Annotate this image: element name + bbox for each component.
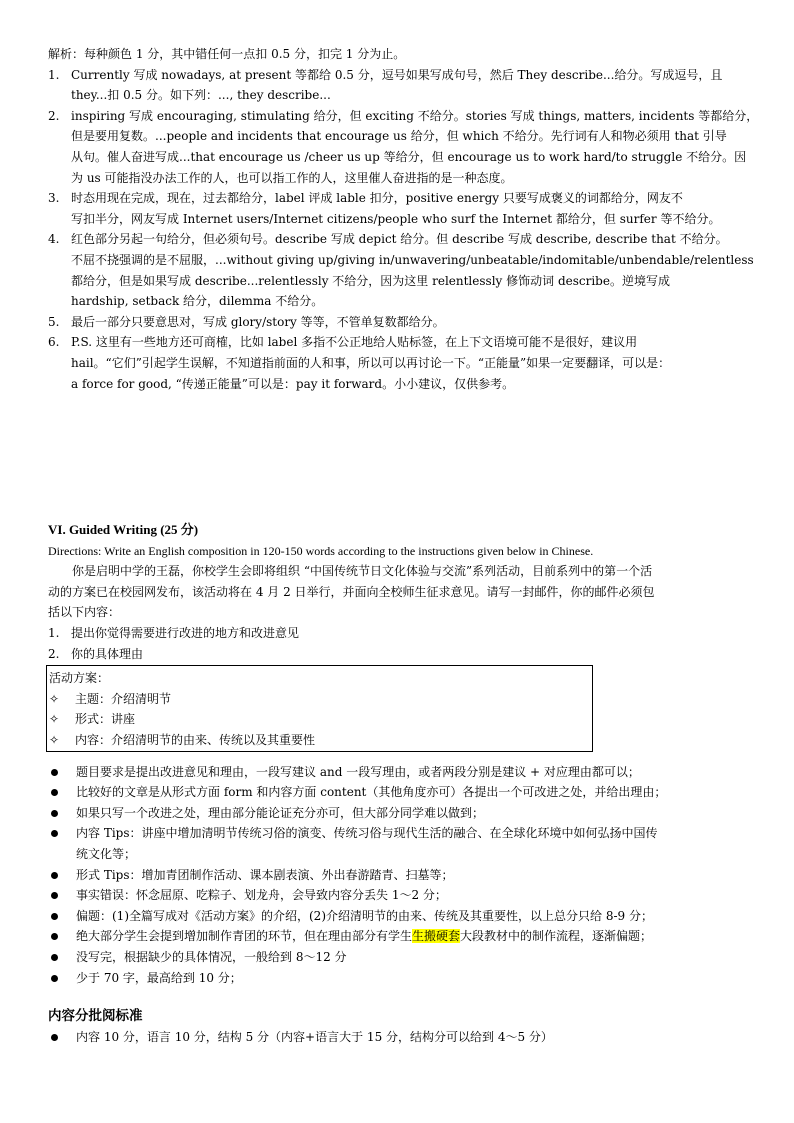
analysis-item — [48, 229, 758, 311]
diamond-icon: ✧ — [49, 691, 60, 706]
note-item — [48, 782, 758, 803]
directions: Directions: Write an English composition in 120-150 words according to the instructions given below in Chinese. — [48, 543, 594, 558]
note-line: 统文化等； — [76, 847, 137, 861]
requirements-list — [48, 623, 758, 664]
writing-prompt — [48, 561, 758, 623]
note-text: 绝大部分学生会提到增加制作青团的环节，但在理由部分有学生 — [76, 929, 413, 944]
item-number: 6. — [48, 335, 60, 350]
plan-title: 活动方案： — [49, 671, 110, 686]
note-line: 比较好的文章是从形式方面 form 和内容方面 content（其他角度亦可）各提出一个可改进之处，并给出理由； — [76, 785, 667, 800]
note-line: 内容 Tips：讲座中增加清明节传统习俗的演变、传统习俗与现代生活的融合、在全球化环境中如何弘扬中国传 — [76, 826, 658, 841]
plan-rows — [47, 689, 588, 751]
note-line: 形式 Tips：增加青团制作活动、课本剧表演、外出春游踏青、扫墓等； — [76, 867, 454, 882]
item-line: Currently 写成 nowadays, at present 等都给 0.5 分，逗号如果写成句号，然后 They describe...给分。写成逗号，且 — [71, 67, 723, 82]
item-line: hardship, setback 给分，dilemma 不给分。 — [71, 294, 324, 309]
note-item — [48, 947, 758, 968]
analysis-item — [48, 65, 758, 106]
bullet-icon — [51, 933, 58, 940]
plan-row — [47, 689, 588, 710]
bullet-icon — [51, 954, 58, 961]
item-line: 最后一部分只要意思对，写成 glory/story 等等，不管单复数都给分。 — [71, 314, 445, 329]
criteria-list — [48, 1027, 758, 1048]
analysis-item — [48, 332, 758, 394]
item-line: 时态用现在完成，现在，过去都给分，label 评成 lable 扣分，positive energy 只要写成褒义的词都给分，网友不 — [71, 191, 683, 206]
item-number: 3. — [48, 191, 60, 206]
item-number: 1. — [48, 67, 60, 82]
prompt-line: 动的方案已在校园网发布，该活动将在 4 月 2 日举行，并面向全校师生征求意见。请写一封邮件，你的邮件必须包 — [48, 584, 655, 599]
marking-notes-list — [48, 762, 758, 989]
item-line: inspiring 写成 encouraging, stimulating 给分，但 exciting 不给分。stories 写成 things, matters, incidents 等都给分， — [71, 108, 759, 123]
analysis-item — [48, 188, 758, 229]
note-line: 事实错误：怀念屈原、吃粽子、划龙舟，会导致内容分丢失 1～2 分； — [76, 888, 447, 903]
item-line: 但是要用复数。...people and incidents that encourage us 给分，但 which 不给分。先行词有人和物必须用 that 引导 — [71, 129, 727, 144]
analysis-item — [48, 312, 758, 333]
bullet-icon — [51, 975, 58, 982]
item-line: 不屈不挠强调的是不屈服，...without giving up/giving in/unwavering/unbeatable/indomitable/unbendable/relentless — [71, 252, 754, 267]
note-item — [48, 823, 758, 864]
plan-row-text: 主题：介绍清明节 — [75, 691, 172, 706]
item-line: 写扣半分，网友写成 Internet users/Internet citizens/people who surf the Internet 都给分，但 surfer 等不给分。 — [71, 211, 721, 226]
note-line: 题目要求是提出改进意见和理由，一段写建议 and 一段写理由，或者两段分别是建议 + 对应理由都可以； — [76, 764, 640, 779]
bullet-icon — [51, 830, 58, 837]
prompt-line: 你是启明中学的王磊，你校学生会即将组织 “中国传统节日文化体验与交流”系列活动，目前系列中的第一个活 — [72, 564, 653, 579]
item-line: 为 us 可能指没办法工作的人，也可以指工作的人，这里催人奋进指的是一种态度。 — [71, 170, 513, 185]
criteria-item — [48, 1027, 758, 1048]
requirement-text: 提出你觉得需要进行改进的地方和改进意见 — [71, 626, 300, 641]
item-line: 红色部分另起一句给分，但必须句号。describe 写成 depict 给分。但 describe 写成 describe, describe that 不给分。 — [71, 232, 728, 247]
item-line: P.S. 这里有一些地方还可商榷，比如 label 多指不公正地给人贴标签，在上下文语境可能不是很好，建议用 — [71, 335, 638, 350]
note-line — [76, 926, 758, 947]
item-number: 5. — [48, 314, 60, 329]
plan-row-text: 内容：介绍清明节的由来、传统以及其重要性 — [75, 733, 316, 748]
note-text: 大段教材中的制作流程，逐渐偏题； — [460, 929, 653, 944]
note-item — [48, 906, 758, 927]
item-number: 2. — [48, 108, 60, 123]
item-number: 4. — [48, 232, 60, 247]
note-line: 偏题：(1)全篇写成对《活动方案》的介绍，(2)介绍清明节的由来、传统及其重要性，以上总分只给 8-9 分； — [76, 908, 653, 923]
bullet-icon — [51, 913, 58, 920]
plan-row — [47, 709, 588, 730]
activity-plan-box — [46, 665, 593, 751]
section-heading: VI. Guided Writing (25 分) — [48, 522, 199, 538]
note-line: 如果只写一个改进之处，理由部分能论证充分亦可，但大部分同学难以做到； — [76, 805, 485, 820]
item-number: 2. — [48, 646, 60, 661]
item-number: 1. — [48, 626, 60, 641]
highlighted-text: 生搬硬套 — [412, 929, 461, 944]
note-item — [48, 968, 758, 989]
note-item — [48, 762, 758, 783]
note-line: 没写完，根据缺少的具体情况，一般给到 8～12 分 — [76, 949, 347, 964]
criteria-heading: 内容分批阅标准 — [48, 1008, 143, 1025]
bullet-icon — [51, 1034, 58, 1041]
analysis-item — [48, 106, 758, 188]
diamond-icon: ✧ — [49, 712, 60, 727]
bullet-icon — [51, 789, 58, 796]
diamond-icon: ✧ — [49, 733, 60, 748]
requirement-text: 你的具体理由 — [71, 646, 144, 661]
bullet-icon — [51, 769, 58, 776]
document-page — [48, 44, 758, 1047]
note-item — [48, 885, 758, 906]
note-item — [48, 865, 758, 886]
bullet-icon — [51, 872, 58, 879]
bullet-icon — [51, 892, 58, 899]
item-line: hail。“它们”引起学生误解，不知道指前面的人和事，所以可以再讨论一下。“正能量”如果一定要翻译，可以是： — [71, 355, 671, 370]
item-line: they...扣 0.5 分。如下列：..., they describe... — [71, 88, 331, 103]
analysis-list — [48, 65, 758, 395]
note-line: 少于 70 字，最高给到 10 分； — [76, 970, 242, 985]
requirement-item — [48, 644, 758, 665]
plan-row — [47, 730, 588, 751]
analysis-intro: 解析：每种颜色 1 分，其中错任何一点扣 0.5 分，扣完 1 分为止。 — [48, 47, 406, 61]
prompt-line: 括以下内容： — [48, 605, 121, 620]
item-line: a force for good, “传递正能量”可以是：pay it forward。小小建议，仅供参考。 — [71, 376, 515, 391]
item-line: 从句。催人奋进写成...that encourage us /cheer us up 等给分，但 encourage us to work hard/to struggle 不给分。因 — [71, 149, 747, 164]
bullet-icon — [51, 810, 58, 817]
criteria-line: 内容 10 分，语言 10 分，结构 5 分（内容+语言大于 15 分，结构分可以给到 4～5 分） — [76, 1029, 553, 1044]
blank-space — [48, 394, 758, 518]
note-item — [48, 803, 758, 824]
item-line: 都给分，但是如果写成 describe...relentlessly 不给分，因为这里 relentlessly 修饰动词 describe。逆境写成 — [71, 273, 670, 288]
plan-row-text: 形式：讲座 — [75, 712, 136, 727]
requirement-item — [48, 623, 758, 644]
note-item — [48, 926, 758, 947]
